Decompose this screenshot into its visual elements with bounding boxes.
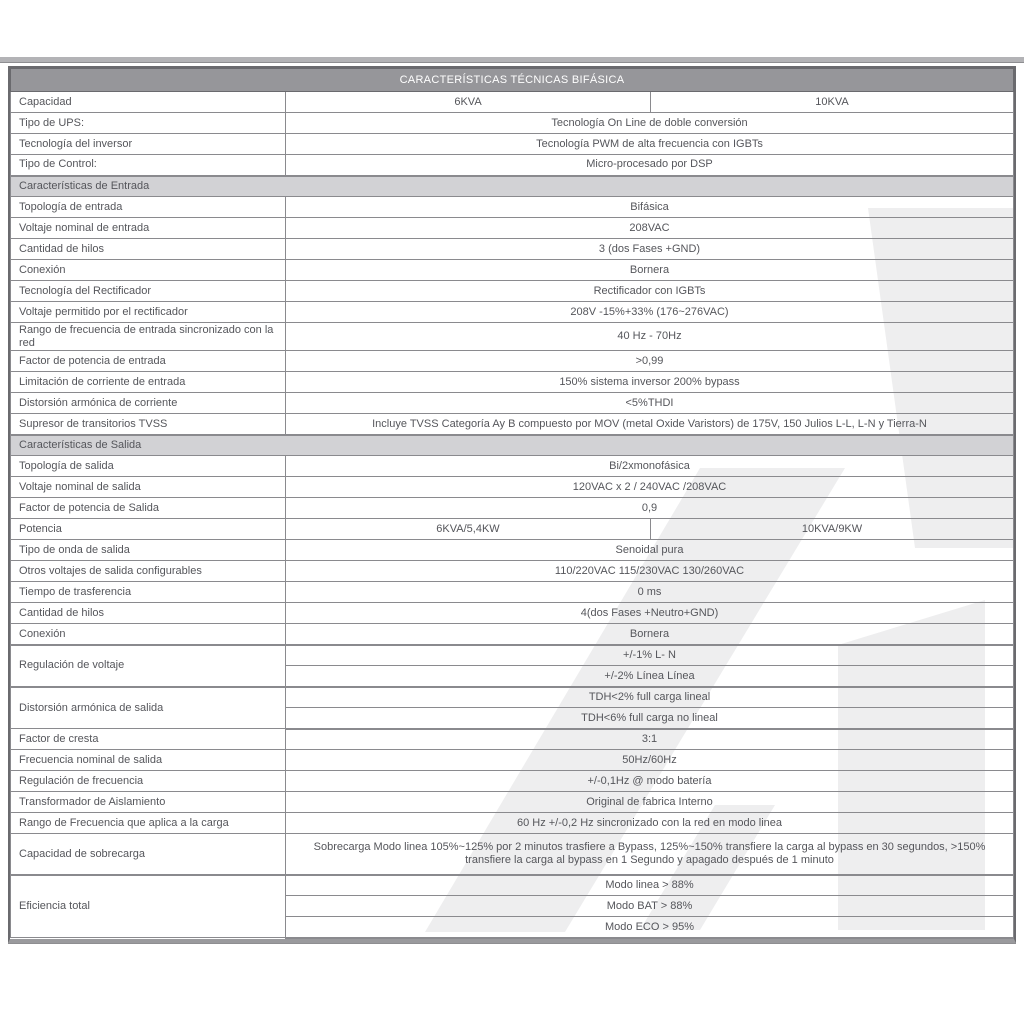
row-label: Topología de salida bbox=[11, 456, 286, 477]
spec-row bbox=[11, 414, 1014, 435]
spec-row bbox=[11, 792, 1014, 813]
spec-row bbox=[11, 302, 1014, 323]
row-label: Factor de potencia de Salida bbox=[11, 498, 286, 519]
row-value: Senoidal pura bbox=[286, 540, 1014, 561]
row-value: 150% sistema inversor 200% bypass bbox=[286, 372, 1014, 393]
row-subvalue: +/-2% Línea Línea bbox=[286, 666, 1014, 687]
spec-row bbox=[11, 477, 1014, 498]
spec-row bbox=[11, 561, 1014, 582]
row-value: 110/220VAC 115/230VAC 130/260VAC bbox=[286, 561, 1014, 582]
spec-row bbox=[11, 155, 1014, 176]
spec-row bbox=[11, 603, 1014, 624]
row-label: Cantidad de hilos bbox=[11, 603, 286, 624]
row-label: Supresor de transitorios TVSS bbox=[11, 414, 286, 435]
row-label: Capacidad de sobrecarga bbox=[11, 834, 286, 875]
row-value: >0,99 bbox=[286, 351, 1014, 372]
row-label: Conexión bbox=[11, 260, 286, 281]
spec-table-body bbox=[11, 92, 1014, 938]
row-value: Tecnología PWM de alta frecuencia con IGBTs bbox=[286, 134, 1014, 155]
row-label: Tiempo de trasferencia bbox=[11, 582, 286, 603]
row-label: Rango de Frecuencia que aplica a la carga bbox=[11, 813, 286, 834]
row-label: Frecuencia nominal de salida bbox=[11, 750, 286, 771]
spec-row bbox=[11, 218, 1014, 239]
row-value: Bi/2xmonofásica bbox=[286, 456, 1014, 477]
row-subvalue: Modo ECO > 95% bbox=[286, 917, 1014, 938]
spec-row bbox=[11, 540, 1014, 561]
spec-row bbox=[11, 834, 1014, 875]
row-value: Bifásica bbox=[286, 197, 1014, 218]
row-label: Otros voltajes de salida configurables bbox=[11, 561, 286, 582]
section-header-label: Características de Salida bbox=[11, 435, 1014, 456]
spec-row bbox=[11, 113, 1014, 134]
row-subvalue: Modo BAT > 88% bbox=[286, 896, 1014, 917]
row-subvalue: Modo linea > 88% bbox=[286, 875, 1014, 896]
spec-row bbox=[11, 582, 1014, 603]
row-label: Transformador de Aislamiento bbox=[11, 792, 286, 813]
row-label: Tipo de onda de salida bbox=[11, 540, 286, 561]
row-label: Topología de entrada bbox=[11, 197, 286, 218]
top-divider-bar bbox=[0, 57, 1024, 63]
spec-row bbox=[11, 351, 1014, 372]
row-value: Bornera bbox=[286, 260, 1014, 281]
row-value: Incluye TVSS Categoría Ay B compuesto por MOV (metal Oxide Varistors) de 175V, 150 Julios L-L, L-N y Tierra-N bbox=[286, 414, 1014, 435]
row-subvalue: +/-1% L- N bbox=[286, 645, 1014, 666]
row-label: Conexión bbox=[11, 624, 286, 645]
row-label: Voltaje nominal de salida bbox=[11, 477, 286, 498]
row-value-model-6kva: 6KVA/5,4KW bbox=[286, 519, 651, 540]
section-row bbox=[11, 176, 1014, 197]
row-label: Potencia bbox=[11, 519, 286, 540]
spec-row bbox=[11, 134, 1014, 155]
row-label: Eficiencia total bbox=[11, 875, 286, 938]
spec-subrow bbox=[11, 687, 1014, 708]
row-value: 3:1 bbox=[286, 729, 1014, 750]
row-value: Original de fabrica Interno bbox=[286, 792, 1014, 813]
spec-row bbox=[11, 813, 1014, 834]
row-value: 120VAC x 2 / 240VAC /208VAC bbox=[286, 477, 1014, 498]
row-value-model-10kva: 10KVA/9KW bbox=[651, 519, 1014, 540]
page-title: CARACTERÍSTICAS TÉCNICAS BIFÁSICA bbox=[11, 69, 1014, 92]
row-subvalue: TDH<2% full carga lineal bbox=[286, 687, 1014, 708]
row-value: 60 Hz +/-0,2 Hz sincronizado con la red en modo linea bbox=[286, 813, 1014, 834]
spec-subrow bbox=[11, 875, 1014, 896]
row-label: Cantidad de hilos bbox=[11, 239, 286, 260]
spec-row bbox=[11, 729, 1014, 750]
row-value: 50Hz/60Hz bbox=[286, 750, 1014, 771]
row-label: Rango de frecuencia de entrada sincronizado con la red bbox=[11, 323, 286, 351]
row-subvalue: TDH<6% full carga no lineal bbox=[286, 708, 1014, 729]
row-value: Rectificador con IGBTs bbox=[286, 281, 1014, 302]
row-label: Tipo de UPS: bbox=[11, 113, 286, 134]
row-value-model-6kva: 6KVA bbox=[286, 92, 651, 113]
row-value: Micro-procesado por DSP bbox=[286, 155, 1014, 176]
spec-row bbox=[11, 519, 1014, 540]
row-value: 3 (dos Fases +GND) bbox=[286, 239, 1014, 260]
row-value: <5%THDI bbox=[286, 393, 1014, 414]
spec-row bbox=[11, 750, 1014, 771]
row-value: 208VAC bbox=[286, 218, 1014, 239]
spec-row bbox=[11, 281, 1014, 302]
row-value: Tecnología On Line de doble conversión bbox=[286, 113, 1014, 134]
row-value: Sobrecarga Modo linea 105%~125% por 2 minutos trasfiere a Bypass, 125%~150% transfiere la carga al bypass en 30 segundos, >150% transfiere la carga al bypass en 1 Segundo y apagado después de 1 minuto bbox=[286, 834, 1014, 875]
spec-row bbox=[11, 92, 1014, 113]
spec-row bbox=[11, 372, 1014, 393]
spec-row bbox=[11, 239, 1014, 260]
spec-row bbox=[11, 197, 1014, 218]
spec-row bbox=[11, 498, 1014, 519]
spec-row bbox=[11, 323, 1014, 351]
row-label: Tecnología del inversor bbox=[11, 134, 286, 155]
row-label: Capacidad bbox=[11, 92, 286, 113]
spec-row bbox=[11, 260, 1014, 281]
row-label: Regulación de frecuencia bbox=[11, 771, 286, 792]
row-value-model-10kva: 10KVA bbox=[651, 92, 1014, 113]
row-label: Factor de potencia de entrada bbox=[11, 351, 286, 372]
spec-row bbox=[11, 624, 1014, 645]
spec-row bbox=[11, 771, 1014, 792]
row-value: 40 Hz - 70Hz bbox=[286, 323, 1014, 351]
spec-row bbox=[11, 393, 1014, 414]
row-label: Distorsión armónica de corriente bbox=[11, 393, 286, 414]
row-label: Factor de cresta bbox=[11, 729, 286, 750]
spec-table bbox=[8, 66, 1016, 943]
row-label: Tipo de Control: bbox=[11, 155, 286, 176]
row-value: Bornera bbox=[286, 624, 1014, 645]
row-value: 4(dos Fases +Neutro+GND) bbox=[286, 603, 1014, 624]
row-label: Tecnología del Rectificador bbox=[11, 281, 286, 302]
row-value: 0,9 bbox=[286, 498, 1014, 519]
row-value: 208V -15%+33% (176~276VAC) bbox=[286, 302, 1014, 323]
row-value: 0 ms bbox=[286, 582, 1014, 603]
spec-subrow bbox=[11, 645, 1014, 666]
row-label: Voltaje nominal de entrada bbox=[11, 218, 286, 239]
row-label: Regulación de voltaje bbox=[11, 645, 286, 687]
spec-row bbox=[11, 456, 1014, 477]
row-label: Voltaje permitido por el rectificador bbox=[11, 302, 286, 323]
row-value: +/-0,1Hz @ modo batería bbox=[286, 771, 1014, 792]
section-header-label: Características de Entrada bbox=[11, 176, 1014, 197]
table-title-row bbox=[11, 69, 1014, 92]
row-label: Limitación de corriente de entrada bbox=[11, 372, 286, 393]
section-row bbox=[11, 435, 1014, 456]
row-label: Distorsión armónica de salida bbox=[11, 687, 286, 729]
spec-table-grid bbox=[10, 68, 1014, 939]
